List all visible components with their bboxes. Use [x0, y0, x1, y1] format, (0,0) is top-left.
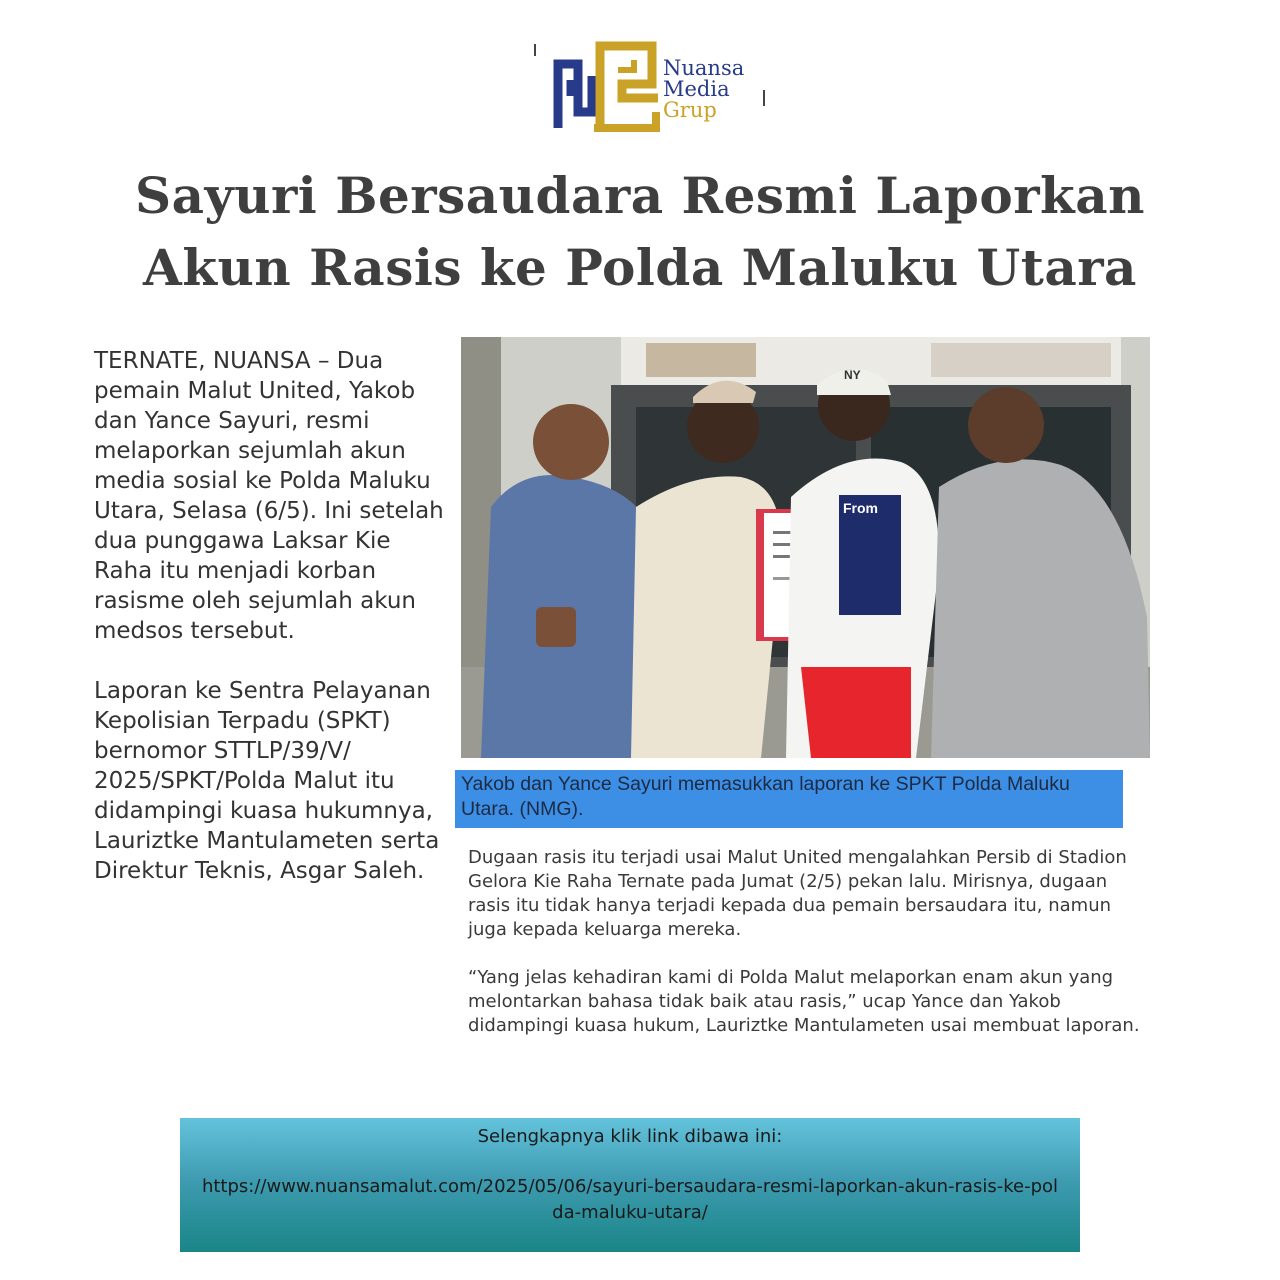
shirt-print-text: From — [843, 500, 878, 516]
logo-divider-left — [534, 44, 536, 56]
article-right-column — [468, 846, 1148, 1038]
article-paragraph: Laporan ke Sentra Pelayanan Kepolisian Terpadu (SPKT) bernomor STTLP/39/V/ 2025/SPKT/Polda Malut itu didampingi kuasa hukumnya, Lauriztke Mantulameten serta Direktur Teknis, Asgar Saleh. — [94, 678, 440, 884]
article-paragraph: TERNATE, NUANSA – Dua pemain Malut United, Yakob dan Yance Sayuri, resmi melaporkan sejumlah akun media sosial ke Polda Maluku Utara, Selasa (6/5). Ini setelah dua punggawa Laksar Kie Raha itu menjadi korban rasisme oleh sejumlah akun medsos tersebut. — [94, 348, 444, 644]
brand-logo — [530, 36, 770, 136]
logo-word-grup: Grup — [663, 98, 717, 122]
article-headline: Sayuri Bersaudara Resmi Laporkan Akun Rasis ke Polda Maluku Utara — [135, 166, 1145, 297]
cap-logo-text: NY — [844, 368, 861, 382]
nuansa-media-logo-icon — [530, 36, 660, 132]
article-photo — [461, 337, 1150, 758]
photo-caption: Yakob dan Yance Sayuri memasukkan laporan ke SPKT Polda Maluku Utara. (NMG). — [455, 770, 1123, 828]
logo-word-nuansa: Nuansa — [663, 56, 745, 80]
article-link[interactable]: https://www.nuansamalut.com/2025/05/06/sayuri-bersaudara-resmi-laporkan-akun-rasis-ke-polda-maluku-utara/ — [201, 1176, 1059, 1223]
logo-wordmark — [663, 58, 773, 121]
read-more-intro: Selengkapnya klik link dibawa ini: — [477, 1126, 783, 1147]
logo-divider-right — [763, 90, 765, 106]
press-photo-illustration — [461, 337, 1150, 758]
read-more-box — [180, 1118, 1080, 1252]
article-paragraph: “Yang jelas kehadiran kami di Polda Malut melaporkan enam akun yang melontarkan bahasa tidak baik atau rasis,” ucap Yance dan Yakob didampingi kuasa hukum, Lauriztke Mantulameten usai membuat laporan. — [468, 967, 1140, 1036]
article-paragraph: Dugaan rasis itu terjadi usai Malut United mengalahkan Persib di Stadion Gelora Kie Raha Ternate pada Jumat (2/5) pekan lalu. Mirisnya, dugaan rasis itu tidak hanya terjadi kepada dua pemain bersaudara itu, namun juga kepada keluarga mereka. — [468, 847, 1127, 940]
logo-word-media: Media — [663, 77, 730, 101]
article-left-column — [94, 346, 444, 886]
